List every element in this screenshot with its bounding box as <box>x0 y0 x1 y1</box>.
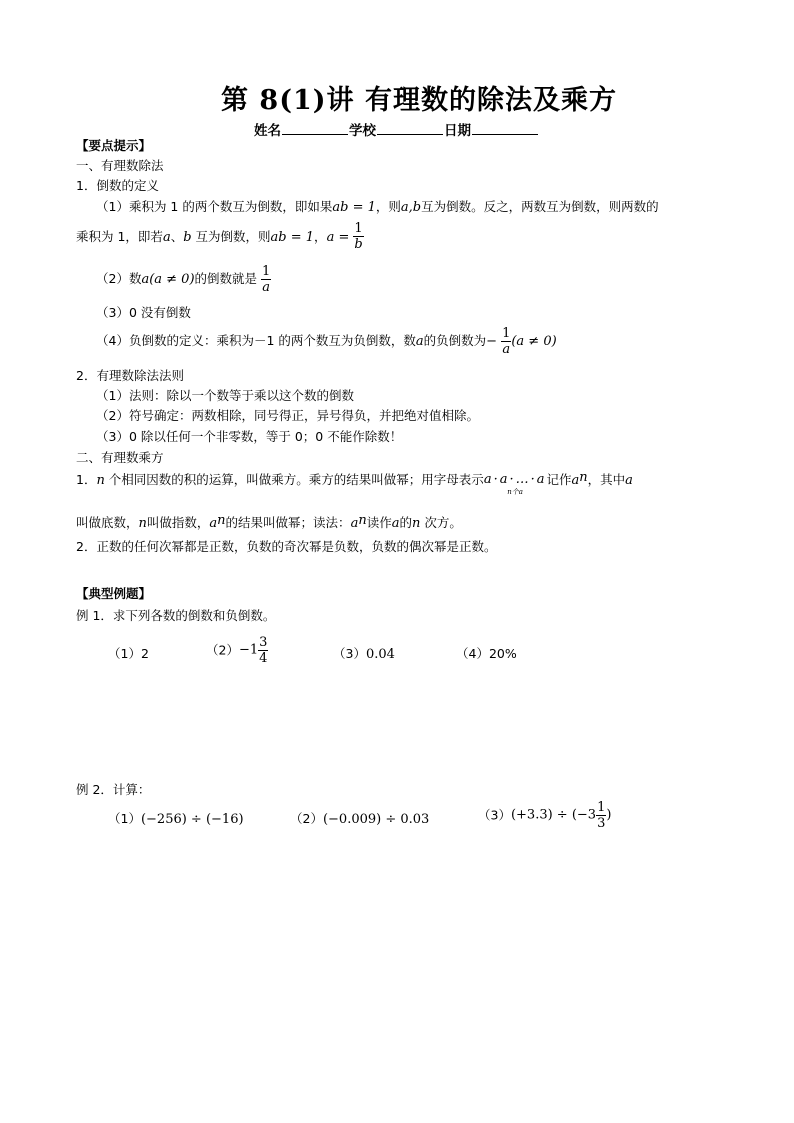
division-rule-2: （2）符号确定：两数相除，同号得正，异号得负，并把绝对值相除。 <box>96 408 479 423</box>
example1-title: 例 1．求下列各数的倒数和负倒数。 <box>76 608 276 623</box>
example2-item3: （3）(+3.3) ÷ (−3 $\frac{1}{3}$ ) <box>478 800 612 831</box>
reciprocal-definition-line1: （1）乘积为 1 的两个数互为倒数，即如果ab = 1，则a,b互为倒数。反之，两数互为倒数，则两数的 <box>96 199 659 215</box>
student-info-line <box>254 119 539 139</box>
example2-item2: （2）(−0.009) ÷ 0.03 <box>290 811 430 827</box>
key-points-heading: 【要点提示】 <box>76 138 152 153</box>
example1-item4: （4）20% <box>456 646 517 661</box>
fraction-neg-1-over-a: $\frac{1}{a}$ <box>502 326 511 357</box>
example1-item3: （3）0.04 <box>333 646 395 662</box>
example1-item1: （1）2 <box>108 646 149 661</box>
item1-heading: 1．倒数的定义 <box>76 178 159 193</box>
example1-item2: （2）−1 $\frac{3}{4}$ <box>206 635 268 666</box>
power-definition-line1: 1．n 个相同因数的积的运算，叫做乘方。乘方的结果叫做幂；用字母表示 a·a·…·a n个a 记作$a^n$，其中a <box>76 470 633 496</box>
negative-reciprocal-line: （4）负倒数的定义：乘积为－1 的两个数互为负倒数，数a的负倒数为− $\frac{1}{a}$ (a ≠ 0) <box>96 326 557 357</box>
reciprocal-definition-line2: 乘积为 1，即若a、b 互为倒数，则ab = 1，a = $\frac{1}{b}$ <box>76 221 363 252</box>
page-title: 第 8(1)讲 有理数的除法及乘方 <box>221 85 617 116</box>
school-blank[interactable] <box>377 121 443 135</box>
example2-title: 例 2．计算： <box>76 782 151 797</box>
name-label: 姓名 <box>254 123 281 139</box>
zero-no-reciprocal: （3）0 没有倒数 <box>96 305 191 320</box>
product-underbrace: a·a·…·a n个a <box>483 472 547 496</box>
part1-heading: 一、有理数除法 <box>76 158 164 173</box>
division-rule-3: （3）0 除以任何一个非零数，等于 0；0 不能作除数！ <box>96 429 403 444</box>
fraction-1-over-a: $\frac{1}{a}$ <box>262 264 271 295</box>
name-blank[interactable] <box>282 121 348 135</box>
item2-heading: 2．有理数除法法则 <box>76 368 184 383</box>
power-sign-rule: 2．正数的任何次幂都是正数，负数的奇次幂是负数，负数的偶次幂是正数。 <box>76 539 497 554</box>
fraction-1-over-b: $\frac{1}{b}$ <box>354 221 363 252</box>
part2-heading: 二、有理数乘方 <box>76 450 164 465</box>
school-label: 学校 <box>349 123 376 139</box>
power-definition-line2: 叫做底数，n叫做指数，$a^n$的结果叫做幂；读法：$a^n$读作a的n 次方。 <box>76 513 462 531</box>
example2-item1: （1）(−256) ÷ (−16) <box>108 811 244 827</box>
division-rule-1: （1）法则：除以一个数等于乘以这个数的倒数 <box>96 388 354 403</box>
date-label: 日期 <box>444 123 471 139</box>
reciprocal-of-a-line: （2）数a(a ≠ 0)的倒数就是 $\frac{1}{a}$ <box>96 264 271 295</box>
examples-heading: 【典型例题】 <box>76 586 152 601</box>
date-blank[interactable] <box>472 121 538 135</box>
